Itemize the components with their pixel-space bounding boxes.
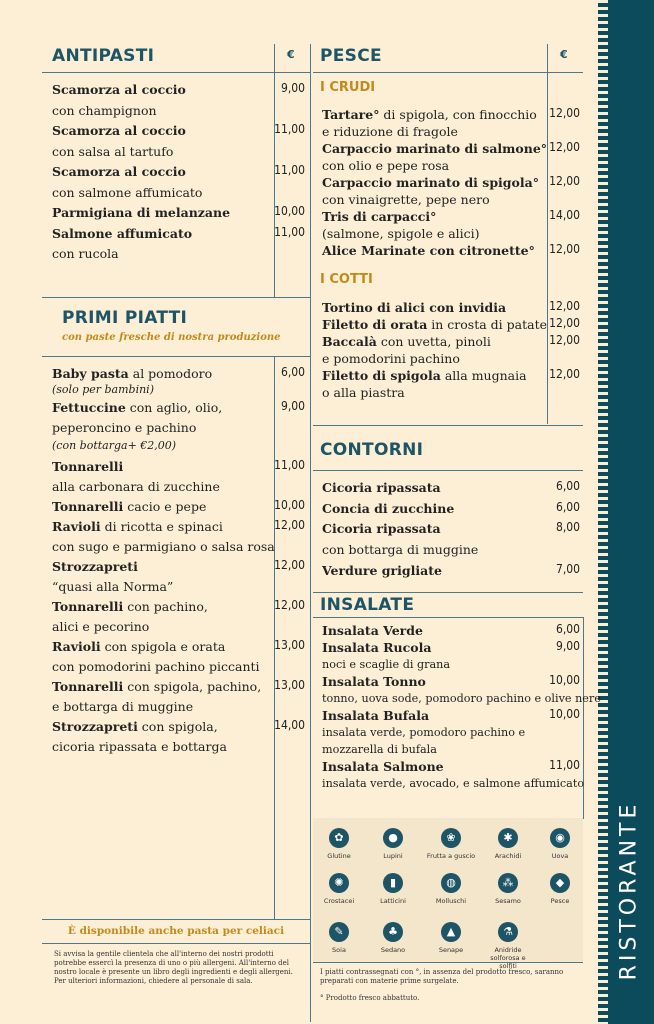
crustacean-icon: ✺: [329, 873, 349, 893]
divider: [42, 943, 310, 944]
item-desc: alla carbonara di zucchine: [52, 479, 220, 494]
cotti-title: I COTTI: [320, 272, 373, 287]
item-price: 11,00: [274, 458, 305, 472]
soy-icon: ✎: [329, 922, 349, 942]
item-price: 12,00: [274, 598, 305, 612]
mustard-icon: ▲: [441, 922, 461, 942]
item-name: Carpaccio marinato di salmone°: [322, 141, 548, 156]
allergen-label: Senape: [438, 946, 464, 954]
item-name: Insalata Verde: [322, 623, 423, 638]
item-desc: con salmone affumicato: [52, 184, 203, 200]
allergen-item: [426, 873, 476, 905]
item-desc: e pomodorini pachino: [322, 351, 460, 366]
item-desc: con bottarga di muggine: [322, 542, 479, 557]
item-desc: con olio e pepe rosa: [322, 158, 450, 173]
celiaci-note: È disponibile anche pasta per celiaci: [67, 925, 285, 937]
allergen-label: Crostacei: [323, 897, 355, 905]
fish-icon: ◆: [550, 873, 570, 893]
allergen-item: [368, 922, 418, 954]
divider: [313, 72, 583, 73]
item-desc: con vinaigrette, pepe nero: [322, 192, 490, 207]
item-desc: con pomodorini pachino piccanti: [52, 659, 260, 674]
celery-icon: ♣: [383, 922, 403, 942]
item-price: 12,00: [274, 518, 305, 532]
fresh-note-2: ° Prodotto fresco abbattuto.: [320, 994, 420, 1002]
item-price: 6,00: [555, 622, 580, 636]
item-desc: e riduzione di fragole: [322, 124, 458, 139]
item-price: 13,00: [274, 678, 305, 692]
milk-icon: ▮: [383, 873, 403, 893]
allergen-label: Arachidi: [494, 852, 522, 860]
allergen-item: [483, 922, 533, 970]
item-price: 11,00: [274, 163, 305, 177]
item-desc: insalata verde, avocado, e salmone affumicato: [322, 777, 585, 790]
allergen-item: [314, 873, 364, 905]
item-desc: e bottarga di muggine: [52, 699, 194, 714]
item-price: 14,00: [274, 718, 305, 732]
item-name: Insalata Salmone: [322, 759, 444, 774]
item-desc: “quasi alla Norma”: [52, 579, 174, 594]
item-name: Tartare° di spigola, con finocchio: [322, 107, 537, 122]
item-desc: insalata verde, pomodoro pachino e: [322, 726, 526, 739]
item-price: 6,00: [555, 479, 580, 493]
item-price: 9,00: [280, 399, 305, 413]
item-name: Insalata Tonno: [322, 674, 426, 689]
item-desc: o alla piastra: [322, 385, 405, 400]
item-name: Ravioli di ricotta e spinaci: [52, 519, 223, 534]
item-name: Scamorza al coccio: [52, 82, 186, 97]
antipasti-title: ANTIPASTI: [52, 46, 155, 66]
item-desc: cicoria ripassata e bottarga: [52, 739, 227, 754]
currency-antipasti: €: [287, 48, 295, 61]
item-price: 11,00: [549, 758, 580, 772]
item-price: 9,00: [555, 639, 580, 653]
crudi-title: I CRUDI: [320, 80, 376, 95]
divider: [42, 356, 310, 357]
currency-pesce: €: [560, 48, 568, 61]
divider: [313, 962, 583, 963]
item-desc: tonno, uova sode, pomodoro pachino e olive nere: [322, 692, 601, 705]
item-name: Tris di carpacci°: [322, 209, 437, 224]
pesce-title: PESCE: [320, 46, 382, 66]
item-name: Baccalà con uvetta, pinoli: [322, 334, 491, 349]
allergen-label: Anidride solforosa e solfiti: [490, 946, 526, 970]
item-desc: con sugo e parmigiano o salsa rosa: [52, 539, 275, 554]
fresh-note: I piatti contrassegnati con °, in assenza del prodotto fresco, saranno preparati con materie prime surgelate.: [320, 968, 564, 985]
insalate-title: INSALATE: [320, 595, 415, 615]
divider: [313, 425, 583, 426]
item-name: Carpaccio marinato di spigola°: [322, 175, 539, 190]
item-price: 9,00: [280, 81, 305, 95]
item-price: 6,00: [555, 500, 580, 514]
item-name: Insalata Rucola: [322, 640, 432, 655]
item-name: Baby pasta al pomodoro: [52, 366, 213, 381]
item-name: Parmigiana di melanzane: [52, 205, 231, 220]
item-desc: noci e scaglie di grana: [322, 658, 451, 671]
item-name: Verdure grigliate: [322, 563, 442, 578]
allergen-item: [368, 828, 418, 860]
allergen-item: [314, 922, 364, 954]
divider: [313, 617, 583, 618]
allergen-item: [368, 873, 418, 905]
item-price: 12,00: [549, 299, 580, 313]
item-price: 12,00: [549, 367, 580, 381]
sesame-icon: ⁂: [498, 873, 518, 893]
side-label: RISTORANTE: [616, 800, 642, 980]
allergen-label: Latticini: [380, 897, 406, 905]
item-name: Cicoria ripassata: [322, 480, 441, 495]
allergen-disclaimer: Si avvisa la gentile clientela che all'interno dei nostri prodotti potrebbe essercì la presenza di uno o più allergeni. All'interno del nostro locale è presente un libro degli ingredienti e degli allergeni. Per ulteriori informazioni, chiedere al personale di sala.: [54, 950, 293, 985]
item-desc: (solo per bambini): [52, 383, 154, 396]
item-desc: con rucola: [52, 246, 119, 261]
allergen-item: [535, 828, 585, 860]
allergen-item: [483, 828, 533, 860]
egg-icon: ◉: [550, 828, 570, 848]
allergen-item: [426, 922, 476, 954]
allergen-label: Lupini: [383, 852, 403, 860]
allergen-item: [483, 873, 533, 905]
shell-icon: ◍: [441, 873, 461, 893]
item-price: 7,00: [555, 562, 580, 576]
item-desc: con champignon: [52, 102, 157, 118]
item-price: 14,00: [549, 208, 580, 222]
item-price: 13,00: [274, 638, 305, 652]
item-name: Filetto di spigola alla mugnaia: [322, 368, 527, 383]
item-price: 12,00: [549, 242, 580, 256]
item-price: 12,00: [549, 333, 580, 347]
primi-title: PRIMI PIATTI: [62, 308, 188, 328]
item-price: 10,00: [274, 204, 305, 218]
item-price: 10,00: [549, 673, 580, 687]
allergen-label: Sesamo: [495, 897, 521, 905]
allergen-label: Sedano: [380, 946, 406, 954]
allergen-label: Uova: [551, 852, 569, 860]
item-price: 12,00: [549, 316, 580, 330]
allergen-item: [314, 828, 364, 860]
item-name: Scamorza al coccio: [52, 164, 186, 179]
item-name: Tonnarelli con spigola, pachino,: [52, 679, 262, 694]
divider: [310, 44, 311, 1022]
divider: [42, 919, 310, 920]
item-name: Tonnarelli cacio e pepe: [52, 499, 207, 514]
allergen-label: Pesce: [550, 897, 570, 905]
item-desc: (con bottarga+ €2,00): [52, 439, 177, 452]
item-price: 8,00: [555, 520, 580, 534]
divider: [313, 592, 583, 593]
item-name: Cicoria ripassata: [322, 521, 441, 536]
item-desc: (salmone, spigole e alici): [322, 226, 480, 241]
divider: [313, 470, 583, 471]
allergen-label: Soia: [332, 946, 346, 954]
item-name: Insalata Bufala: [322, 708, 430, 723]
item-price: 12,00: [549, 106, 580, 120]
item-desc: peperoncino e pachino: [52, 420, 197, 435]
item-price: 10,00: [549, 707, 580, 721]
item-price: 11,00: [274, 224, 305, 239]
item-price: 12,00: [549, 174, 580, 188]
item-name: Concia di zucchine: [322, 501, 455, 516]
item-price: 10,00: [274, 498, 305, 512]
item-name: Tortino di alici con invidia: [322, 300, 507, 315]
item-price: 12,00: [549, 140, 580, 154]
item-desc: con salsa al tartufo: [52, 143, 174, 159]
nut-icon: ❀: [441, 828, 461, 848]
item-name: Tonnarelli con pachino,: [52, 599, 208, 614]
allergen-item: [426, 828, 476, 860]
item-price: 6,00: [280, 365, 305, 379]
item-name: Ravioli con spigola e orata: [52, 639, 226, 654]
item-price: 11,00: [274, 122, 305, 136]
item-name: Alice Marinate con citronette°: [322, 243, 535, 258]
allergen-label: Glutine: [327, 852, 351, 860]
item-name: Scamorza al coccio: [52, 123, 186, 138]
item-name: Strozzapreti: [52, 559, 138, 574]
item-price: 12,00: [274, 558, 305, 572]
item-name: Strozzapreti con spigola,: [52, 719, 218, 734]
item-desc: alici e pecorino: [52, 619, 150, 634]
allergen-label: Molluschi: [435, 897, 467, 905]
wheat-icon: ✿: [329, 828, 349, 848]
divider: [42, 297, 310, 298]
item-name: Fettuccine con aglio, olio,: [52, 400, 223, 415]
allergen-label: Frutta a guscio: [426, 852, 476, 860]
peanut-icon: ✱: [498, 828, 518, 848]
item-name: Tonnarelli: [52, 459, 124, 474]
sulfite-icon: ⚗: [498, 922, 518, 942]
contorni-title: CONTORNI: [320, 440, 424, 460]
item-desc: mozzarella di bufala: [322, 743, 437, 756]
lupin-icon: ●: [383, 828, 403, 848]
allergen-item: [535, 873, 585, 905]
item-name: Salmone affumicato: [52, 225, 193, 241]
divider: [42, 72, 310, 73]
primi-subtitle: con paste fresche di nostra produzione: [62, 332, 281, 343]
item-name: Filetto di orata in crosta di patate: [322, 317, 547, 332]
